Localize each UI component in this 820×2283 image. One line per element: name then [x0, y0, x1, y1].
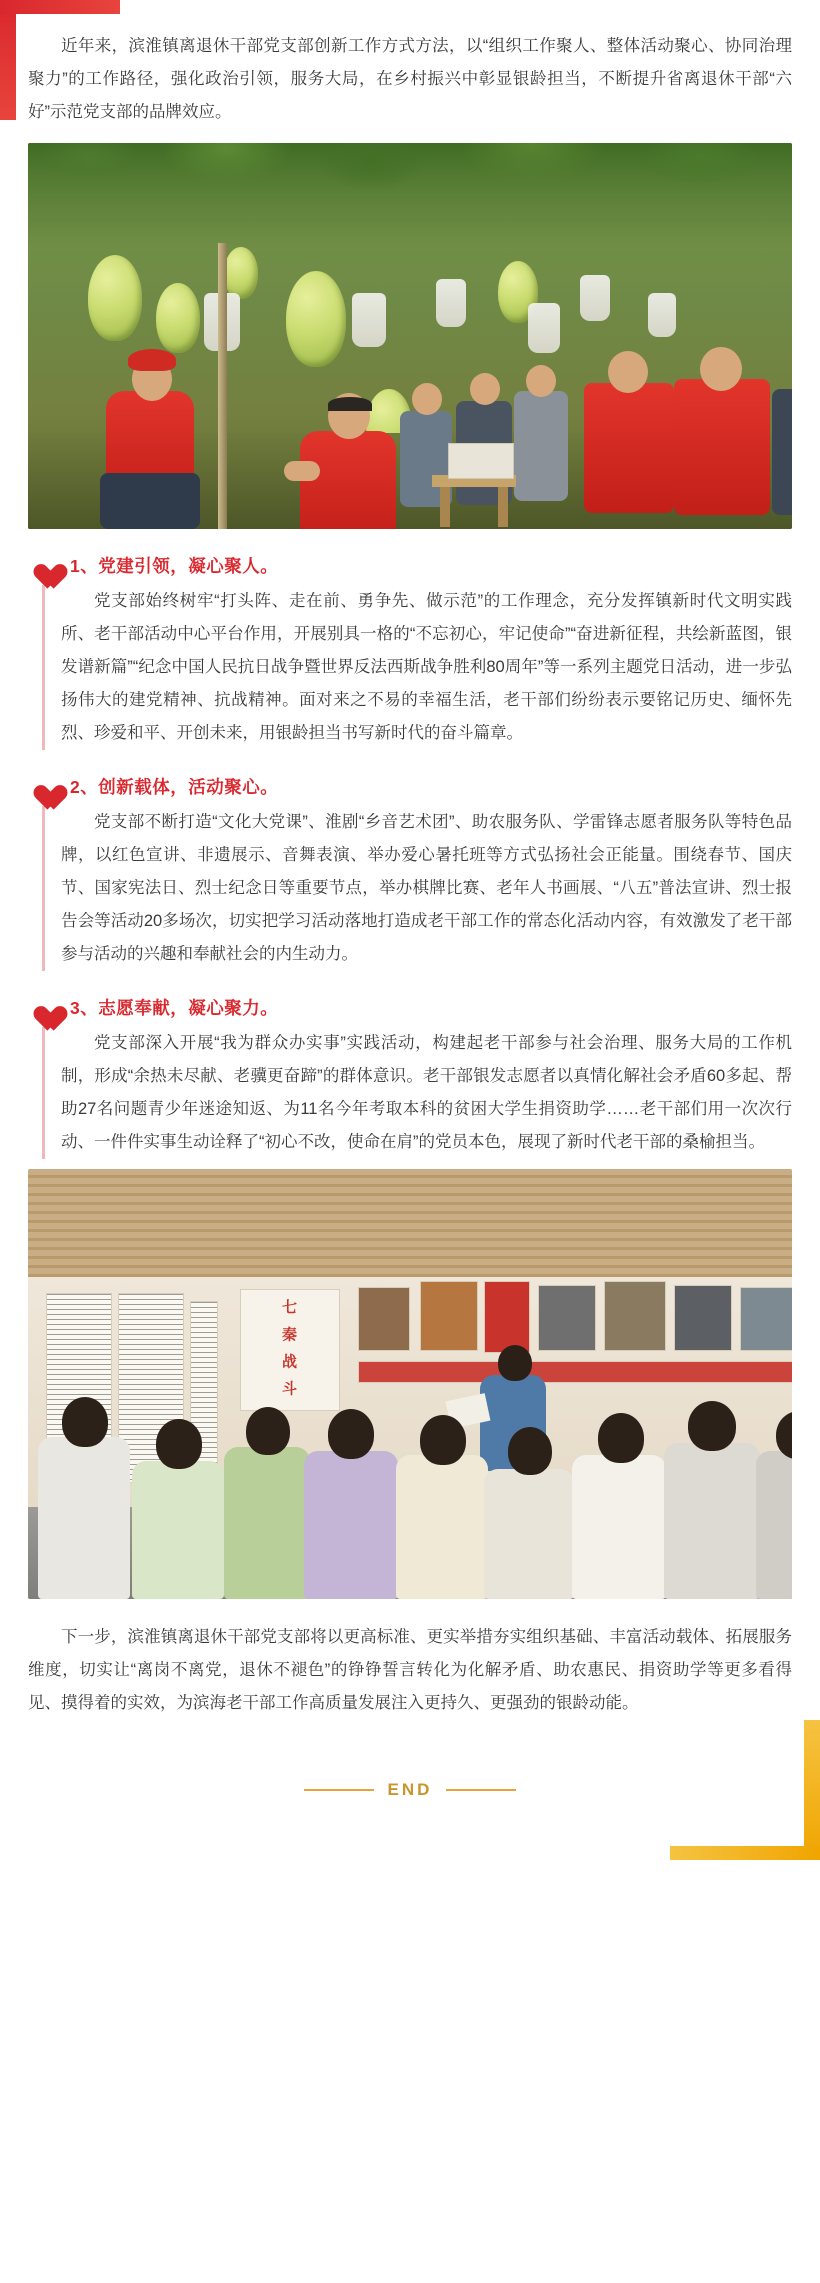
section-title: 3、志愿奉献，凝心聚力。	[70, 997, 279, 1018]
stool-leg	[498, 487, 508, 527]
end-label: END	[387, 1780, 433, 1799]
end-line-left	[304, 1789, 374, 1791]
student-head	[420, 1415, 466, 1465]
student-head	[62, 1397, 108, 1447]
intro-paragraph: 近年来，滨淮镇离退休干部党支部创新工作方式方法，以“组织工作聚人、整体活动聚心、协同治理聚力”的工作路径，强化政治引领，服务大局，在乡村振兴中彰显银龄担当，不断提升省离退休干部“六好”示范党支部的品牌效应。	[28, 37, 792, 121]
presenter-head	[498, 1345, 532, 1381]
student-head	[246, 1407, 290, 1455]
section-title: 2、创新载体，活动聚心。	[70, 776, 279, 797]
volunteer-head	[700, 347, 742, 391]
student-head	[598, 1413, 644, 1463]
man-red-vest	[300, 431, 396, 529]
vine-canopy	[28, 143, 792, 293]
wood-slat-ceiling	[28, 1169, 792, 1277]
photo-board	[538, 1285, 596, 1351]
fruit-bag	[648, 293, 676, 337]
outro-paragraph: 下一步，滨淮镇离退休干部党支部将以更高标准、更实举措夯实组织基础、丰富活动载体、拓展服务维度，切实让“离岗不离党，退休不褪色”的铮铮誓言转化为化解矛盾、助农惠民、捐资助学等更多看得见、摸得着的实效，为滨海老干部工作高质量发展注入更持久、更强劲的银龄动能。	[28, 1628, 792, 1712]
grape-bunch	[224, 247, 258, 299]
wall-title-text: 七 秦 战 斗	[280, 1299, 297, 1400]
section-paragraph: 党支部深入开展“我为群众办实事”实践活动，构建起老干部参与社会治理、服务大局的工作机制，形成“余热未尽献、老骥更奋蹄”的群体意识。老干部银发志愿者以真情化解社会矛盾60多起、帮助27名问题青少年迷途知返、为11名今年考取本科的贫困大学生捐资助学……老干部们用一次次行动、一件件实事生动诠释了“初心不改，使命在肩”的党员本色，展现了新时代老干部的桑榆担当。	[61, 1034, 792, 1151]
section-title: 1、党建引领，凝心聚人。	[70, 555, 279, 576]
fruit-crate	[448, 443, 514, 479]
section-body-2	[42, 806, 792, 971]
volunteer-head	[608, 351, 648, 393]
fruit-bag	[528, 303, 560, 353]
section-body-1	[42, 585, 792, 750]
heart-icon	[28, 772, 58, 800]
student	[572, 1455, 666, 1599]
top-left-red-accent	[0, 0, 16, 120]
volunteer-legs	[100, 473, 200, 529]
section-paragraph: 党支部始终树牢“打头阵、走在前、勇争先、做示范”的工作理念，充分发挥镇新时代文明实践所、老干部活动中心平台作用，开展别具一格的“不忘初心，牢记使命”“奋进新征程，共绘新蓝图，银发谱新篇”“纪念中国人民抗日战争暨世界反法西斯战争胜利80周年”等一系列主题党日活动，进一步弘扬伟大的建党精神、抗战精神。面对来之不易的幸福生活，老干部们纷纷表示要铭记历史、缅怀先烈、珍爱和平、开创未来，用银龄担当书写新时代的奋斗篇章。	[61, 592, 792, 742]
section-paragraph: 党支部不断打造“文化大党课”、淮剧“乡音艺术团”、助农服务队、学雷锋志愿者服务队等特色品牌，以红色宣讲、非遗展示、音舞表演、举办爱心暑托班等方式弘扬社会正能量。围绕春节、国庆节、国家宪法日、烈士纪念日等重要节点，举办棋牌比赛、老年人书画展、“八五”普法宣讲、烈士报告会等活动20多场次，切实把学习活动落地打造成老干部工作的常态化活动内容，有效激发了老干部参与活动的兴趣和奉献社会的内生动力。	[61, 813, 792, 963]
vine-stake	[218, 243, 227, 529]
student	[484, 1469, 574, 1599]
man-arm	[284, 461, 320, 481]
stool-leg	[440, 487, 450, 527]
grape-bunch	[156, 283, 200, 353]
bystander	[514, 391, 568, 501]
fruit-bag	[352, 293, 386, 347]
student	[224, 1447, 310, 1599]
photo-board	[420, 1281, 478, 1351]
grape-bunch	[88, 255, 142, 341]
photo-board	[674, 1285, 732, 1351]
volunteer-red-cap	[128, 349, 176, 371]
volunteer-red-vest	[674, 379, 770, 515]
man-hair	[328, 397, 372, 411]
photo-board	[604, 1281, 666, 1351]
photo-board	[358, 1287, 410, 1351]
heart-icon	[28, 993, 58, 1021]
section-body-3	[42, 1027, 792, 1159]
section-heading-3	[28, 993, 792, 1021]
student	[132, 1461, 224, 1599]
heart-icon	[28, 551, 58, 579]
volunteer-red-vest	[584, 383, 674, 513]
student-head	[156, 1419, 202, 1469]
student	[396, 1455, 488, 1599]
section-heading-2	[28, 772, 792, 800]
grape-bunch	[286, 271, 346, 367]
end-marker	[28, 1734, 792, 1840]
grape-harvest-photo	[28, 143, 792, 529]
photo-board	[740, 1287, 792, 1351]
bystander-head	[412, 383, 442, 415]
bystander-head	[526, 365, 556, 397]
student	[756, 1451, 792, 1599]
bystander-head	[470, 373, 500, 405]
student	[304, 1451, 398, 1599]
student-head	[688, 1401, 736, 1451]
end-line-right	[446, 1789, 516, 1791]
section-heading-1	[28, 551, 792, 579]
bystander	[772, 389, 792, 515]
bottom-right-gold-accent	[804, 1720, 820, 1860]
student-head	[508, 1427, 552, 1475]
fruit-bag	[580, 275, 610, 321]
caption-strip	[358, 1361, 792, 1383]
student-head	[328, 1409, 374, 1459]
student	[664, 1443, 760, 1599]
fruit-bag	[436, 279, 466, 327]
photo-board-red	[484, 1281, 530, 1353]
student	[38, 1437, 130, 1599]
exhibition-hall-photo	[28, 1169, 792, 1599]
